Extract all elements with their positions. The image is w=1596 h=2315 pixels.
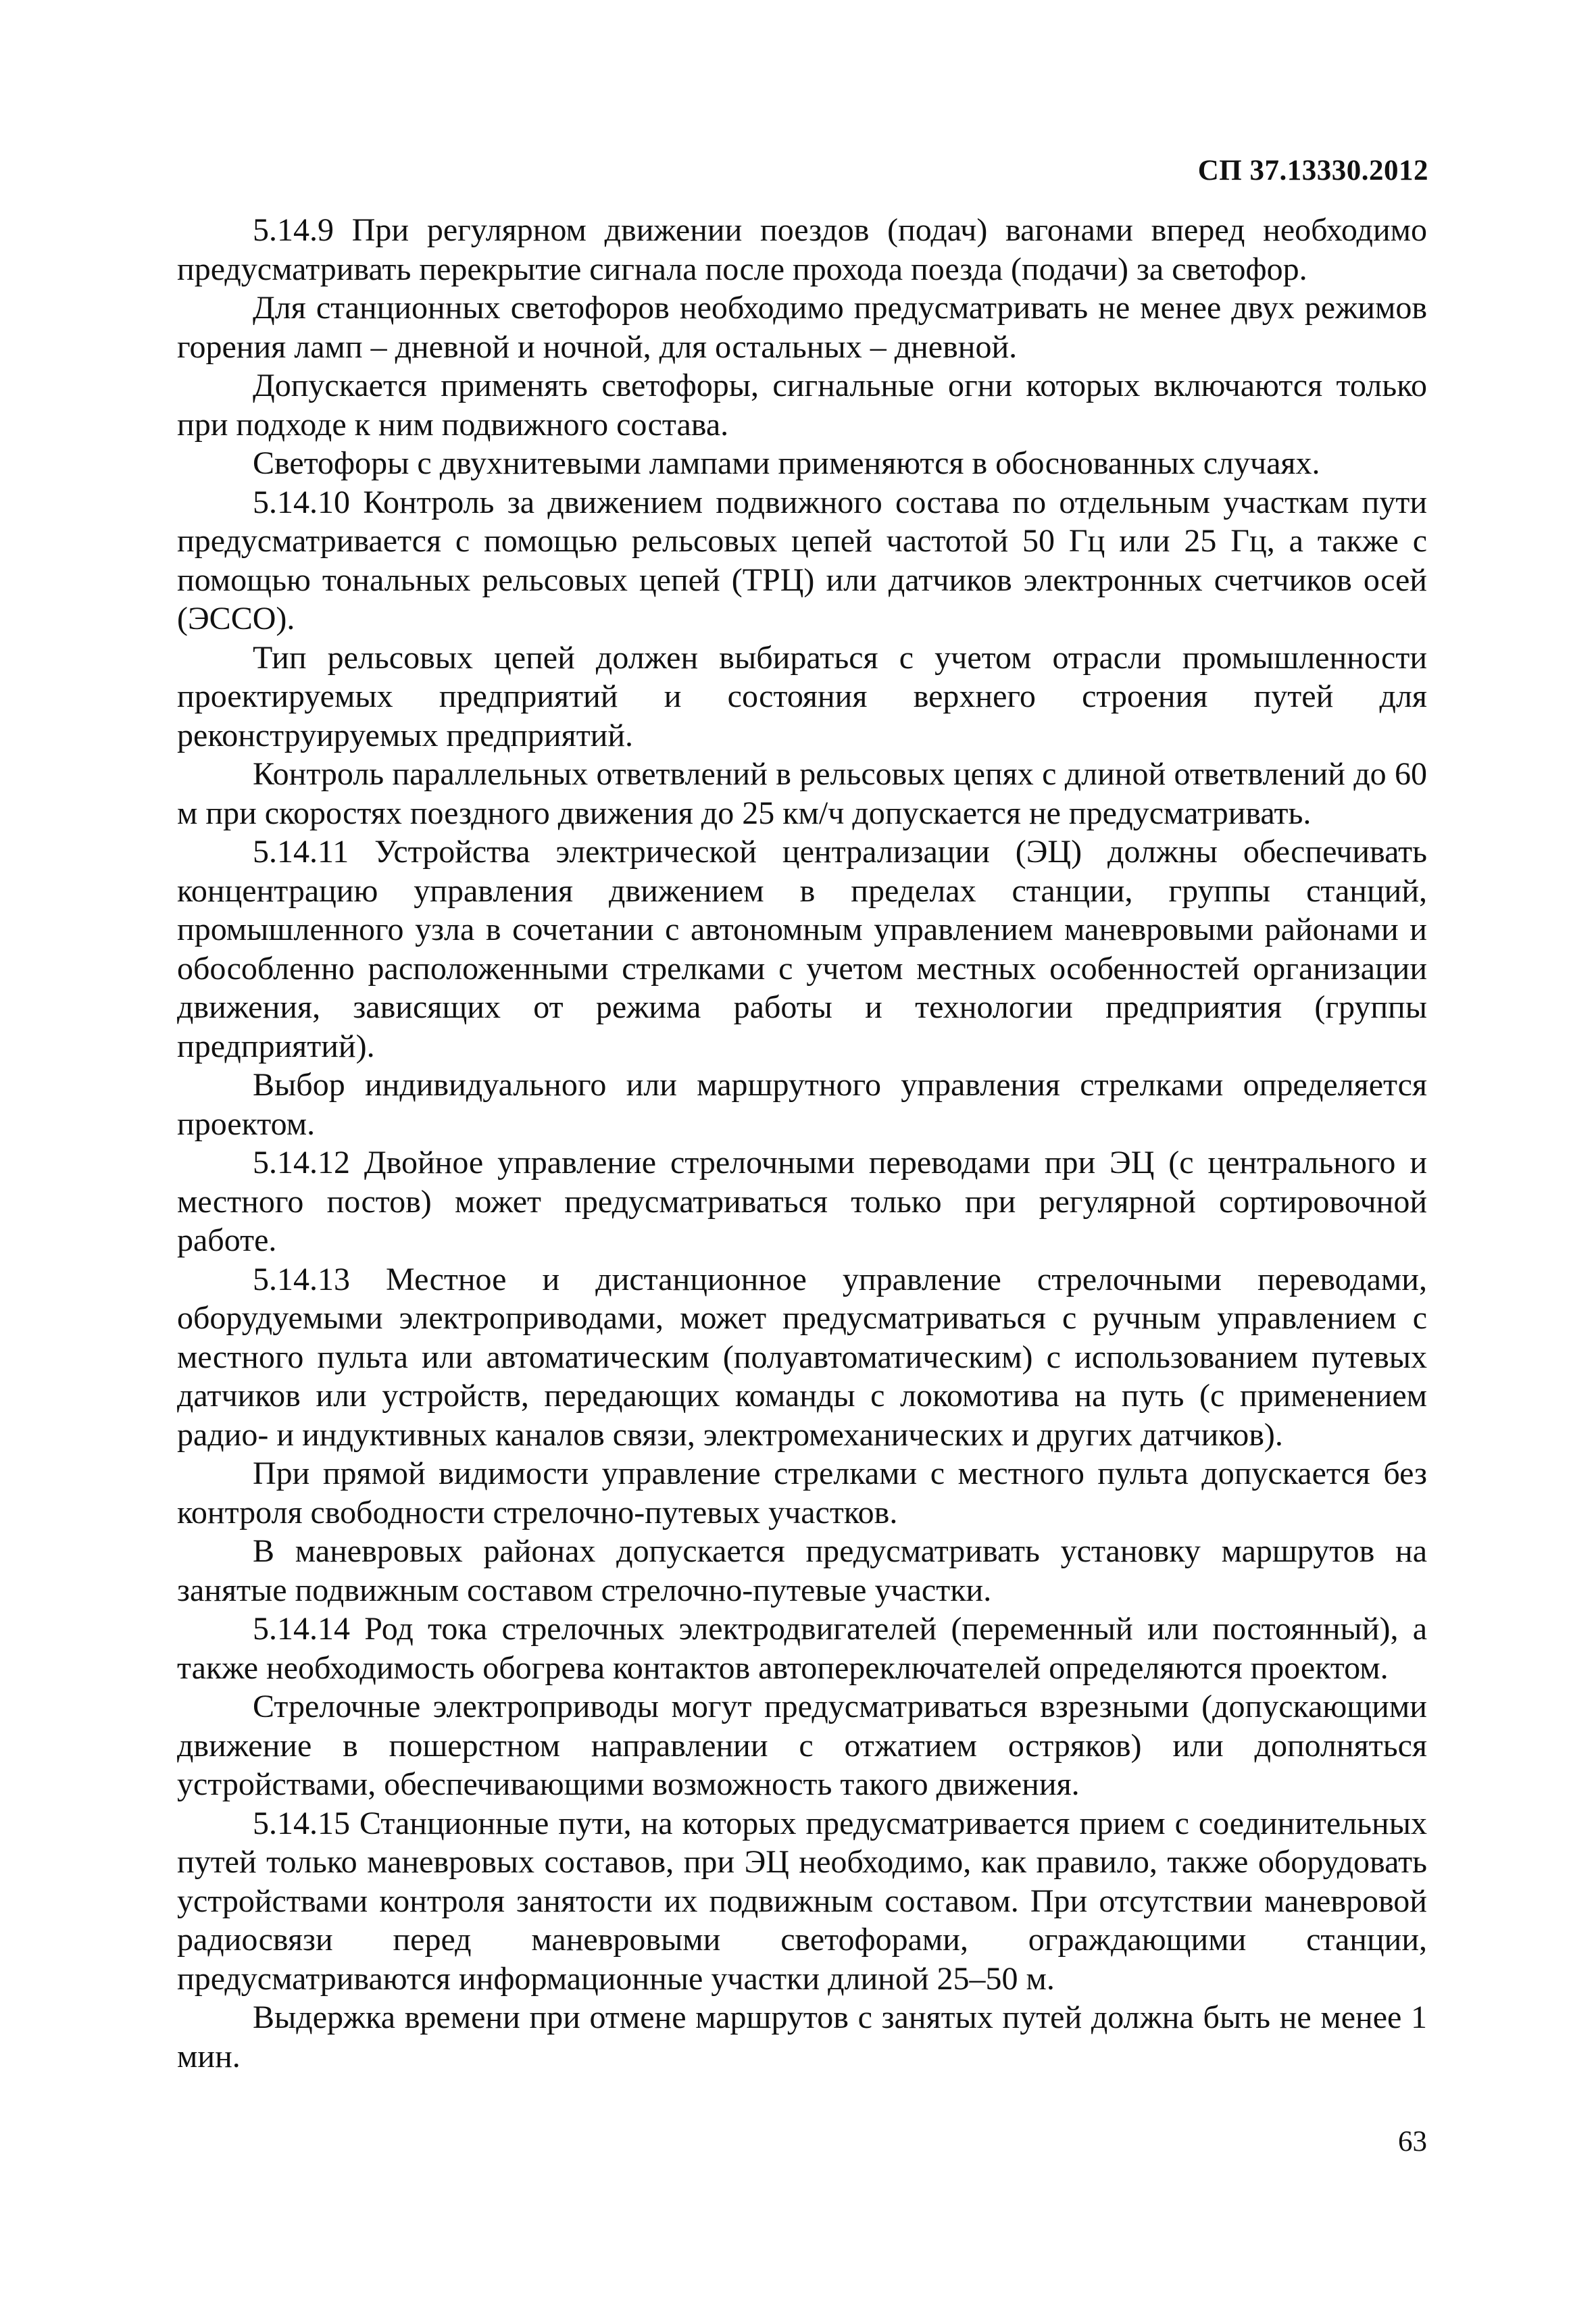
paragraph: Допускается применять светофоры, сигнальные огни которых включаются только при подходе к ним подвижного состава. xyxy=(177,368,1427,443)
document-body xyxy=(177,211,1427,2076)
document-code-header: СП 37.13330.2012 xyxy=(1197,155,1428,186)
paragraph: Светофоры с двухнитевыми лампами применяются в обоснованных случаях. xyxy=(253,445,1320,481)
page-number: 63 xyxy=(1398,2126,1427,2158)
paragraph: Для станционных светофоров необходимо предусматривать не менее двух режимов горения ламп – дневной и ночной, для остальных – дневной. xyxy=(177,290,1427,365)
paragraph: Тип рельсовых цепей должен выбираться с учетом отрасли промышленности проектируемых предприятий и состояния верхнего строения путей для реконструируемых предприятий. xyxy=(177,639,1427,753)
paragraph: Стрелочные электроприводы могут предусматриваться взрезными (допускающими движение в пошерстном направлении с отжатием остряков) или дополняться устройствами, обеспечивающими возможность такого движения. xyxy=(177,1689,1427,1802)
paragraph: Выдержка времени при отмене маршрутов с занятых путей должна быть не менее 1 мин. xyxy=(177,1999,1427,2074)
paragraph: 5.14.10 Контроль за движением подвижного состава по отдельным участкам пути предусматривается с помощью рельсовых цепей частотой 50 Гц или 25 Гц, а также с помощью тональных рельсовых цепей (ТРЦ) или датчиков электронных счетчиков осей (ЭССО). xyxy=(177,484,1427,637)
paragraph: 5.14.15 Станционные пути, на которых предусматривается прием с соединительных путей только маневровых составов, при ЭЦ необходимо, как правило, также оборудовать устройствами контроля занятости их подвижным составом. При отсутствии маневровой радиосвязи перед маневровыми светофорами, ограждающими станции, предусматриваются информационные участки длиной 25–50 м. xyxy=(177,1805,1427,1997)
paragraph: В маневровых районах допускается предусматривать установку маршрутов на занятые подвижным составом стрелочно-путевые участки. xyxy=(177,1533,1427,1608)
paragraph: Выбор индивидуального или маршрутного управления стрелками определяется проектом. xyxy=(177,1067,1427,1142)
paragraph: 5.14.9 При регулярном движении поездов (подач) вагонами вперед необходимо предусматривать перекрытие сигнала после прохода поезда (подачи) за светофор. xyxy=(177,212,1427,287)
paragraph: 5.14.11 Устройства электрической централизации (ЭЦ) должны обеспечивать концентрацию управления движением в пределах станции, группы станций, промышленного узла в сочетании с автономным управлением маневровыми районами и обособленно расположенными стрелками с учетом местных особенностей организации движения, зависящих от режима работы и технологии предприятия (группы предприятий). xyxy=(177,834,1427,1064)
paragraph: 5.14.12 Двойное управление стрелочными переводами при ЭЦ (с центрального и местного постов) может предусматриваться только при регулярной сортировочной работе. xyxy=(177,1145,1427,1258)
paragraph: 5.14.14 Род тока стрелочных электродвигателей (переменный или постоянный), а также необходимость обогрева контактов автопереключателей определяются проектом. xyxy=(177,1611,1427,1686)
paragraph: 5.14.13 Местное и дистанционное управление стрелочными переводами, оборудуемыми электроприводами, может предусматриваться с ручным управлением с местного пульта или автоматическим (полуавтоматическим) с использованием путевых датчиков или устройств, передающих команды с локомотива на путь (с применением радио- и индуктивных каналов связи, электромеханических и других датчиков). xyxy=(177,1261,1427,1453)
paragraph: При прямой видимости управление стрелками с местного пульта допускается без контроля свободности стрелочно-путевых участков. xyxy=(177,1455,1427,1530)
paragraph: Контроль параллельных ответвлений в рельсовых цепях с длиной ответвлений до 60 м при скоростях поездного движения до 25 км/ч допускается не предусматривать. xyxy=(177,756,1427,831)
